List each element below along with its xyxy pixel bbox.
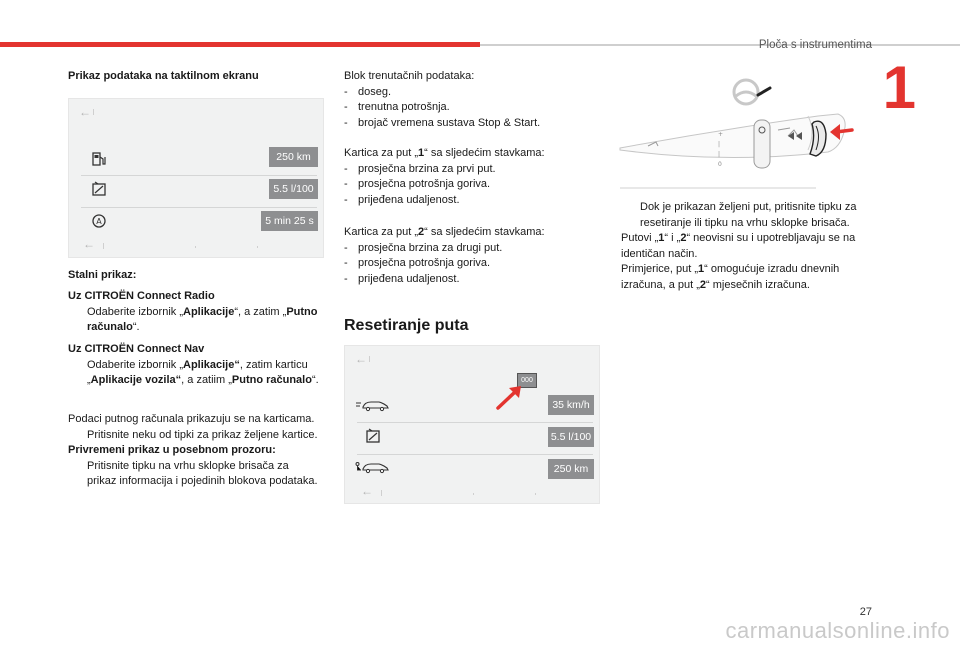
blok-intro: Blok trenutačnih podataka: xyxy=(344,70,475,82)
radio-heading: Uz CITROËN Connect Radio xyxy=(68,290,215,302)
col3-block xyxy=(621,200,871,293)
keys-bullet: Pritisnite neku od tipki za prikaz željene kartice. xyxy=(87,428,318,441)
info-block xyxy=(68,412,318,490)
divider-tick xyxy=(473,493,474,495)
divider-tick xyxy=(369,356,370,362)
fuel-pump-icon xyxy=(91,151,107,167)
reset-bullet: Dok je prikazan željeni put, pritisnite tipku za resetiranje ili tipku na vrhu sklopke brisača. xyxy=(640,201,857,229)
range-value: 250 km xyxy=(269,147,318,167)
wiper-bullet: Pritisnite tipku na vrhu sklopke brisača za prikaz informacija i pojedinih blokova podataka. xyxy=(87,459,318,487)
kartica2-intro: Kartica za put „2“ sa sljedećim stavkama: xyxy=(344,226,545,238)
blok-item: - doseg. xyxy=(344,85,392,98)
example-paragraph: Primjerice, put „1“ omogućuje izradu dnevnih izračuna, a put „2“ mjesečnih izračuna. xyxy=(621,263,840,291)
kartica1-item: - prijeđena udaljenost. xyxy=(344,193,460,206)
trips-paragraph: Putovi „1“ i „2“ neovisni su i upotrebljavaju se na identičan način. xyxy=(621,232,856,260)
section-title: Ploča s instrumentima xyxy=(758,39,872,51)
nav-bullet: Odaberite izbornik „Aplikacije“, zatim karticu „Aplikacije vozila“, a zatiim „Putno računalo“. xyxy=(87,358,319,386)
blok-block xyxy=(344,69,594,131)
nav-block xyxy=(68,342,330,389)
header-red-bar xyxy=(0,42,480,47)
svg-text:|: | xyxy=(718,141,721,148)
wiper-stalk-illustration xyxy=(618,70,864,192)
fuel-consumption-icon xyxy=(91,181,107,197)
stop-start-value: 5 min 25 s xyxy=(261,211,318,231)
svg-text:+: + xyxy=(718,131,724,138)
back-arrow-icon: ← xyxy=(355,352,367,366)
reset-heading: Resetiranje puta xyxy=(344,317,469,334)
trip-screen xyxy=(68,98,324,258)
divider-tick xyxy=(195,246,196,248)
divider-tick xyxy=(103,243,104,249)
row-divider xyxy=(357,422,593,423)
kartica1-item: - prosječna potrošnja goriva. xyxy=(344,178,491,190)
stop-start-icon xyxy=(91,213,107,229)
avg-consumption-value: 5.5 l/100 xyxy=(548,427,594,447)
svg-text:A: A xyxy=(96,217,102,226)
kartica2-item: - prijeđena udaljenost. xyxy=(344,272,460,285)
col1-heading: Prikaz podataka na taktilnom ekranu xyxy=(68,70,259,82)
reset-button[interactable]: 000 xyxy=(517,373,537,388)
avg-speed-value: 35 km/h xyxy=(548,395,594,415)
car-distance-icon xyxy=(355,460,391,474)
blok-item: - trenutna potrošnja. xyxy=(344,101,450,113)
kartica2-item: - prosječna brzina za drugi put. xyxy=(344,241,503,254)
chapter-number: 1 xyxy=(882,54,916,121)
pointer-arrow-icon xyxy=(495,384,525,410)
divider-tick xyxy=(93,109,94,115)
distance-value: 250 km xyxy=(548,459,594,479)
radio-bullet: Odaberite izbornik „Aplikacije“, a zatim „Putno računalo“. xyxy=(87,305,318,333)
blok-item: - brojač vremena sustava Stop & Start. xyxy=(344,116,541,129)
divider-tick xyxy=(535,493,536,495)
kartica1-item: - prosječna brzina za prvi put. xyxy=(344,162,496,175)
divider-tick xyxy=(381,490,382,496)
privremeni-heading: Privremeni prikaz u posebnom prozoru: xyxy=(68,444,276,456)
fuel-consumption-icon xyxy=(365,428,381,444)
kartica1-intro: Kartica za put „1“ sa sljedećim stavkama: xyxy=(344,147,545,159)
row-divider xyxy=(81,207,317,208)
back-arrow-icon: ← xyxy=(83,237,95,251)
header-grey-line xyxy=(480,44,960,46)
reset-screen xyxy=(344,345,600,504)
kartica2-item: - prosječna potrošnja goriva. xyxy=(344,257,491,269)
back-arrow-icon: ← xyxy=(79,105,91,119)
nav-heading: Uz CITROËN Connect Nav xyxy=(68,343,205,355)
page-number: 27 xyxy=(859,606,872,618)
radio-block xyxy=(68,289,318,336)
steering-wheel-icon xyxy=(734,80,770,104)
back-arrow-icon: ← xyxy=(361,484,373,498)
divider-tick xyxy=(257,246,258,248)
svg-text:|: | xyxy=(718,151,721,158)
kartica1-block xyxy=(344,146,594,208)
stalni-heading: Stalni prikaz: xyxy=(68,269,137,281)
kartica2-block xyxy=(344,225,594,287)
consumption-value: 5.5 l/100 xyxy=(269,179,318,199)
svg-text:0: 0 xyxy=(718,161,722,168)
car-speed-icon xyxy=(355,398,391,412)
row-divider xyxy=(81,175,317,176)
watermark: carmanualsonline.info xyxy=(725,618,950,643)
cards-paragraph: Podaci putnog računala prikazuju se na karticama. xyxy=(68,413,315,425)
row-divider xyxy=(357,454,593,455)
